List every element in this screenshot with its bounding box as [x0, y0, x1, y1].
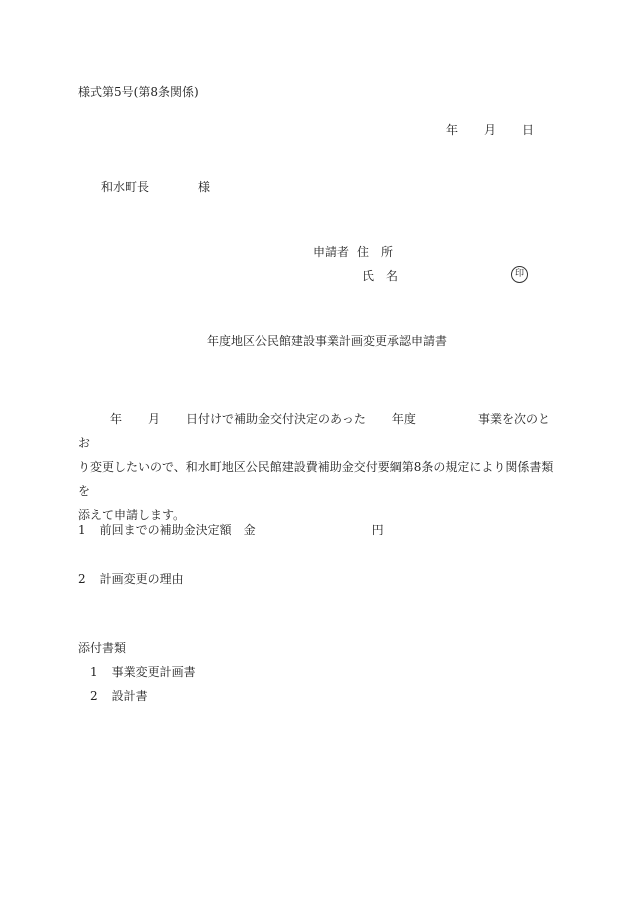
item-amount-suffix: 円	[371, 523, 384, 537]
item-number: 1	[78, 523, 86, 537]
seal-mark: 印	[511, 266, 528, 283]
document-title: 年度地区公民館建設事業計画変更承認申請書	[207, 334, 448, 348]
date-year-label: 年	[446, 123, 459, 137]
item-number: 2	[78, 572, 86, 586]
attachment-number: 1	[90, 665, 98, 679]
item-amount-prefix: 金	[243, 523, 256, 537]
attachment-item	[90, 690, 148, 702]
item-label: 前回までの補助金決定額	[99, 523, 232, 537]
attachment-label: 設計書	[111, 689, 148, 703]
attachments-title: 添付書類	[78, 641, 127, 655]
date-line	[446, 124, 534, 136]
form-number: 様式第5号(第8条関係)	[78, 85, 199, 99]
attachment-label: 事業変更計画書	[111, 665, 196, 679]
item-change-reason	[78, 573, 184, 585]
body-line-2: り変更したいので、和水町地区公民館建設費補助金交付要綱第8条の規定により関係書類を	[78, 460, 554, 498]
item-previous-grant	[78, 524, 384, 536]
addressee-office: 和水町長	[101, 180, 150, 194]
body-paragraph	[78, 407, 556, 527]
body-year-label: 年	[110, 412, 123, 426]
body-month-label: 月	[148, 412, 161, 426]
applicant-name-label: 氏 名	[362, 269, 399, 283]
body-line-3: 添えて申請します。	[78, 508, 186, 522]
applicant-name-line	[362, 270, 398, 282]
addressee	[101, 181, 210, 193]
attachment-number: 2	[90, 689, 98, 703]
body-line-1	[78, 407, 556, 455]
applicant-address-label: 住 所	[357, 245, 394, 259]
applicant-role-label: 申請者	[313, 245, 350, 259]
body-decision-text: 日付けで補助金交付決定のあった	[186, 412, 366, 426]
date-month-label: 月	[484, 123, 497, 137]
item-label: 計画変更の理由	[99, 572, 184, 586]
attachment-item	[90, 666, 196, 678]
applicant-address-line	[313, 246, 393, 258]
body-fiscal-year-label: 年度	[391, 412, 416, 426]
date-day-label: 日	[522, 123, 535, 137]
body-project-text: 事業を次のとお	[78, 412, 550, 450]
addressee-honorific: 様	[198, 180, 211, 194]
